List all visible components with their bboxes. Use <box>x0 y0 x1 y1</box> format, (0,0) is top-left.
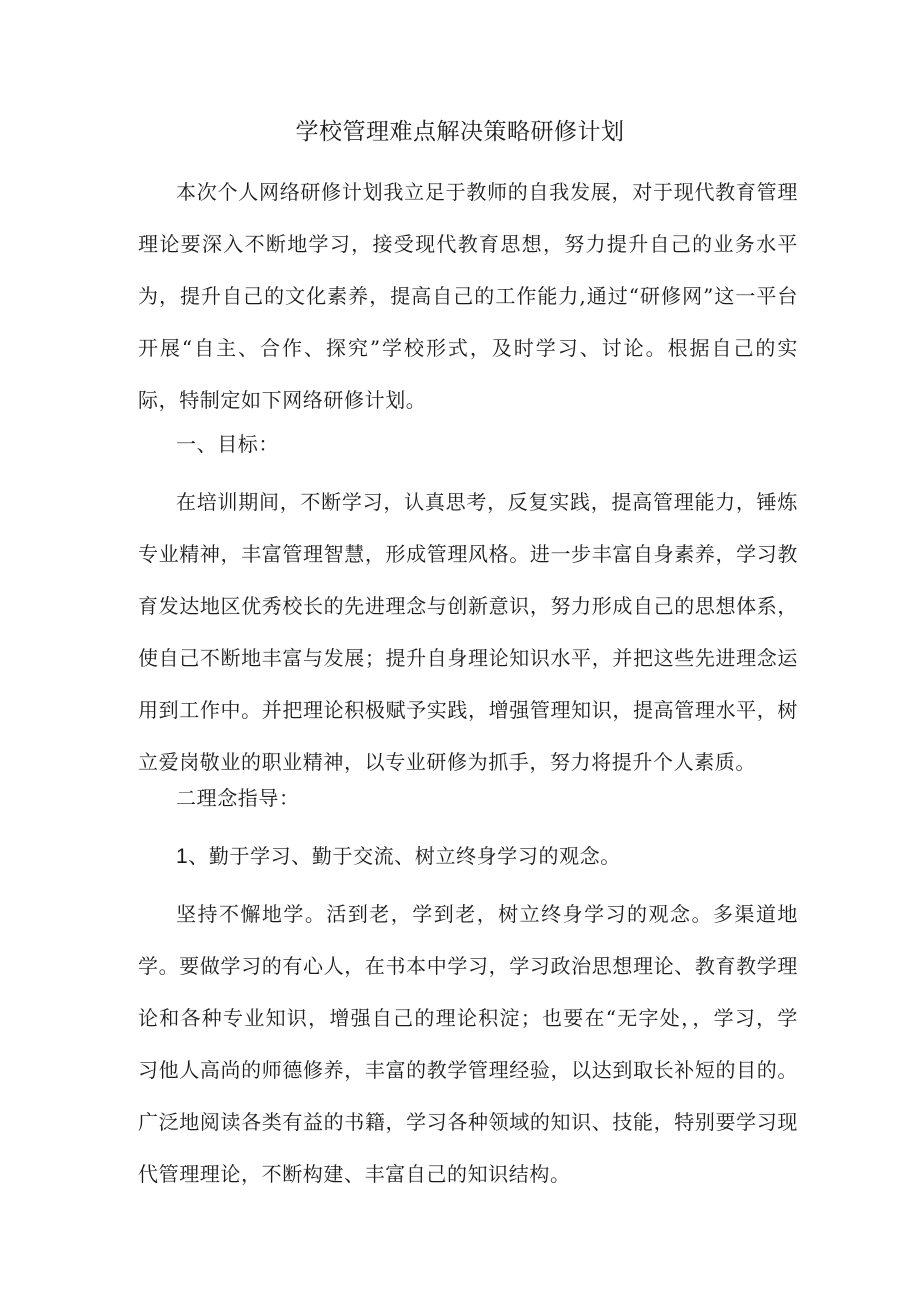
section-goal-paragraph: 在培训期间，不断学习，认真思考，反复实践，提高管理能力，锤炼专业精神，丰富管理智慧，形成管理风格。进一步丰富自身素养，学习教育发达地区优秀校长的先进理念与创新意识，努力形成自己的思想体系，使自己不断地丰富与发展；提升自身理论知识水平，并把这些先进理念运用到工作中。并把理论积极赋予实践，增强管理知识，提高管理水平，树立爱岗敬业的职业精神，以专业研修为抓手，努力将提升个人素质。 <box>138 490 798 774</box>
intro-paragraph: 本次个人网络研修计划我立足于教师的自我发展，对于现代教育管理理论要深入不断地学习，接受现代教育思想，努力提升自己的业务水平为，提升自己的文化素养，提高自己的工作能力,通过“研修网”这一平台开展“自主、合作、探究”学校形式，及时学习、讨论。根据自己的实际，特制定如下网络研修计划。 <box>138 180 798 412</box>
item1-heading-text: 、勤于学习、勤于交流、树立终身学习的观念。 <box>188 844 621 868</box>
section-philosophy-heading: 二理念指导： <box>176 786 300 810</box>
item1-heading <box>176 830 621 883</box>
section-goal-heading: 一、目标： <box>176 432 279 456</box>
item1-number: 1 <box>176 845 189 868</box>
document-title: 学校管理难点解决策略研修计划 <box>295 119 625 145</box>
item1-paragraph: 坚持不懈地学。活到老，学到老，树立终身学习的观念。多渠道地学。要做学习的有心人，在书本中学习，学习政治思想理论、教育教学理论和各种专业知识，增强自己的理论积淀；也要在“无字处，，学习，学习他人高尚的师德修养，丰富的教学管理经验，以达到取长补短的目的。广泛地阅读各类有益的书籍，学习各种领域的知识、技能，特别要学习现代管理理论，不断构建、丰富自己的知识结构。 <box>138 902 798 1186</box>
